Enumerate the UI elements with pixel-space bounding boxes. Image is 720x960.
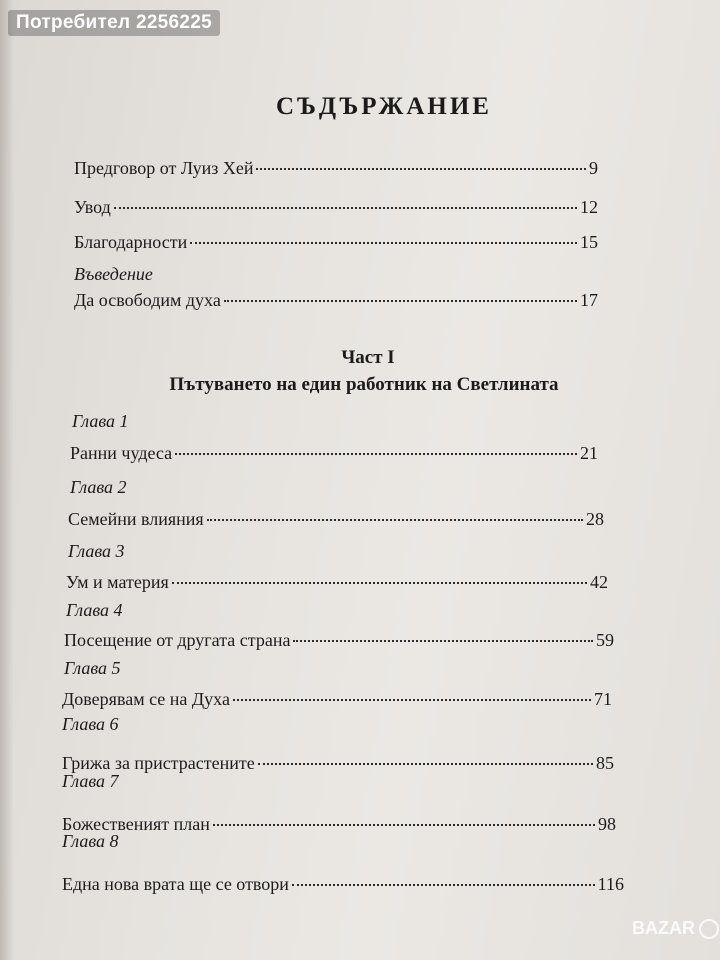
spine-shadow <box>0 0 14 960</box>
page-title: СЪДЪРЖАНИЕ <box>276 93 492 120</box>
dot-leader <box>293 640 593 642</box>
dot-leader <box>190 242 577 244</box>
marketplace-logo <box>632 918 719 939</box>
toc-row-chapter-6[interactable] <box>62 753 614 774</box>
logo-ring-icon <box>699 919 719 939</box>
toc-row-chapter-2[interactable] <box>68 509 604 530</box>
toc-label: Благодарности <box>74 232 188 252</box>
toc-row-chapter-5[interactable] <box>62 689 612 710</box>
part-title: Пътуването на един работник на Светлината <box>169 374 559 395</box>
toc-page-number: 85 <box>596 753 614 773</box>
toc-page-number: 15 <box>580 232 598 252</box>
chapter-heading: Глава 8 <box>62 831 119 851</box>
dot-leader <box>258 763 593 765</box>
dot-leader <box>256 168 586 170</box>
chapter-heading: Глава 4 <box>66 600 123 620</box>
dot-leader <box>292 884 595 886</box>
toc-label: Да освободим духа <box>74 290 221 310</box>
toc-row-chapter-7[interactable] <box>62 814 616 835</box>
toc-label: Семейни влияния <box>68 509 204 529</box>
toc-row-foreword[interactable] <box>74 158 598 179</box>
dot-leader <box>172 582 587 584</box>
dot-leader <box>175 453 577 455</box>
dot-leader <box>207 519 583 521</box>
toc-page-number: 116 <box>597 874 624 894</box>
toc-page-number: 9 <box>589 158 598 178</box>
toc-label: Предговор от Луиз Хей <box>74 158 254 178</box>
toc-row-intro[interactable] <box>74 197 598 218</box>
dot-leader <box>213 824 595 826</box>
chapter-heading: Глава 2 <box>70 477 127 497</box>
toc-label: Посещение от другата страна <box>64 630 291 650</box>
dot-leader <box>233 699 591 701</box>
toc-row-acknowledgements[interactable] <box>74 232 598 253</box>
toc-label: Божественият план <box>62 814 210 834</box>
toc-page-number: 17 <box>580 290 598 310</box>
toc-label: Грижа за пристрастените <box>62 753 255 773</box>
chapter-heading: Глава 3 <box>68 541 125 561</box>
toc-page-number: 98 <box>598 814 616 834</box>
toc-row-free-spirit[interactable] <box>74 290 598 311</box>
chapter-heading: Глава 1 <box>72 411 129 431</box>
part-number: Част I <box>341 347 395 368</box>
toc-page-number: 12 <box>580 197 598 217</box>
section-heading-introduction: Въведение <box>74 264 153 284</box>
toc-row-chapter-1[interactable] <box>70 443 598 464</box>
toc-label: Увод <box>74 197 111 217</box>
toc-page-number: 71 <box>594 689 612 709</box>
toc-row-chapter-3[interactable] <box>66 572 608 593</box>
toc-row-chapter-8[interactable] <box>62 874 624 895</box>
toc-page-number: 42 <box>590 572 608 592</box>
uploader-watermark: Потребител 2256225 <box>8 10 220 36</box>
dot-leader <box>224 300 577 302</box>
dot-leader <box>114 207 577 209</box>
toc-row-chapter-4[interactable] <box>64 630 614 651</box>
logo-text: BAZAR <box>632 918 695 938</box>
toc-label: Една нова врата ще се отвори <box>62 874 289 894</box>
toc-label: Ранни чудеса <box>70 443 173 463</box>
toc-page-number: 28 <box>586 509 604 529</box>
toc-page-number: 59 <box>596 630 614 650</box>
chapter-heading: Глава 5 <box>64 658 121 678</box>
toc-label: Ум и материя <box>66 572 169 592</box>
chapter-heading: Глава 7 <box>62 771 119 791</box>
toc-page-number: 21 <box>580 443 598 463</box>
chapter-heading: Глава 6 <box>62 714 119 734</box>
toc-label: Доверявам се на Духа <box>62 689 230 709</box>
